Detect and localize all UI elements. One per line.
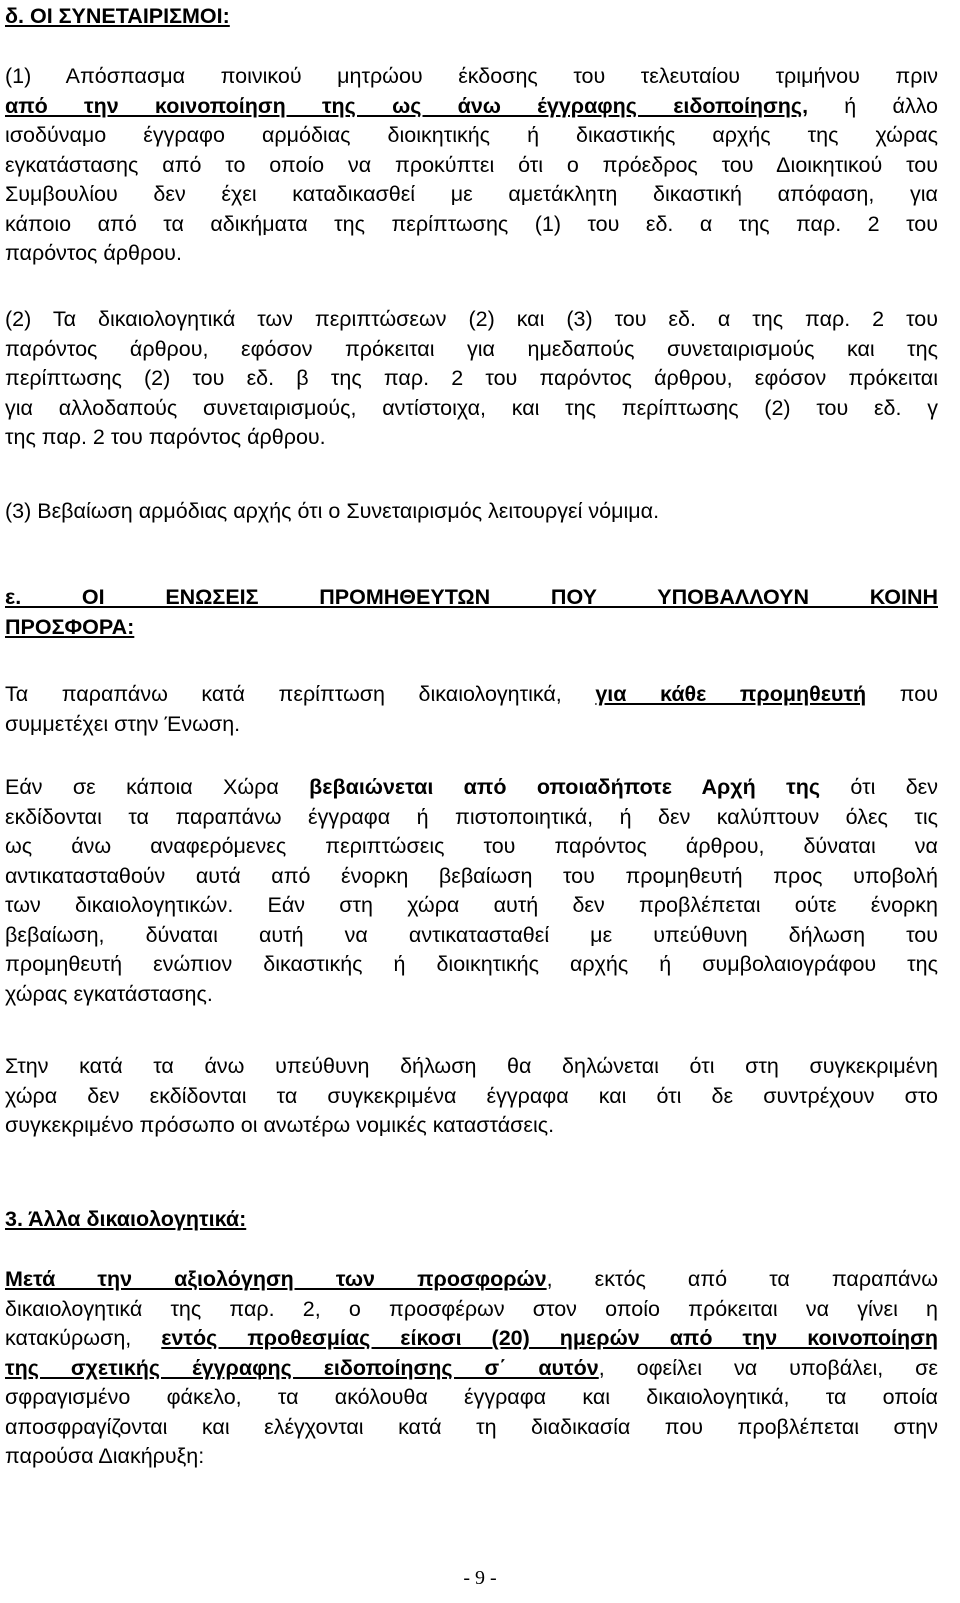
text-segment: βεβαίωση, δύναται αυτή να αντικατασταθεί με υπεύθυνη δήλωση του (5, 922, 938, 947)
text-line (5, 364, 938, 394)
text-segment: Τα παραπάνω κατά περίπτωση δικαιολογητικά, (5, 682, 596, 706)
text-segment: για αλλοδαπούς συνεταιρισμούς, αντίστοιχα, και της περίπτωσης (2) του εδ. γ (5, 395, 938, 420)
text-line (5, 335, 938, 365)
text-segment: εκδίδονται τα παραπάνω έγγραφα ή πιστοποιητικά, ή δεν καλύπτουν όλες τις (5, 804, 938, 829)
text-line (5, 680, 938, 710)
text-segment: κάποιο από τα αδικήματα της περίπτωσης (1) του εδ. α της παρ. 2 του (5, 211, 938, 236)
underlined-text: από την κοινοποίηση της ως άνω έγγραφης ειδοποίησης, (5, 93, 809, 118)
text-segment: ισοδύναμο έγγραφο αρμόδιας διοικητικής ή δικαστικής αρχής της χώρας (5, 123, 938, 147)
text-line (5, 613, 938, 643)
text-segment: Εάν σε κάποια Χώρα (5, 775, 310, 799)
section-heading (5, 1205, 938, 1235)
text-segment: παρόντος άρθρου, εφόσον πρόκειται για ημεδαπούς συνεταιρισμούς και της (5, 336, 938, 361)
text-segment: ή άλλο (808, 93, 939, 118)
text-line (5, 1383, 938, 1413)
paragraph (5, 1052, 938, 1141)
text-segment: παρούσα Διακήρυξη: (5, 1444, 205, 1468)
text-line (5, 180, 938, 210)
text-line (5, 210, 938, 240)
text-segment: αποσφραγίζονται και ελέγχονται κατά τη διαδικασία που προβλέπεται στην (5, 1414, 938, 1439)
text-line (5, 921, 938, 951)
underlined-text: για κάθε προμηθευτή (595, 682, 867, 706)
text-line (5, 950, 938, 980)
text-line (5, 1052, 938, 1082)
text-segment: κατακύρωση, (5, 1326, 162, 1350)
text-segment: ότι δεν (820, 775, 938, 799)
text-line (5, 121, 938, 151)
text-segment: συγκεκριμένο πρόσωπο οι ανωτέρω νομικές καταστάσεις. (5, 1113, 555, 1137)
underlined-text: εντός προθεσμίας είκοσι (20) ημερών από την κοινοποίηση (161, 1326, 939, 1350)
text-segment: αντικατασταθούν αυτά από ένορκη βεβαίωση του προμηθευτή προς υποβολή (5, 863, 938, 888)
bold-text: βεβαιώνεται από οποιαδήποτε Αρχή της (309, 775, 821, 799)
text-segment: (2) Τα δικαιολογητικά των περιπτώσεων (2) και (3) του εδ. α της παρ. 2 του (5, 307, 938, 331)
text-segment: σφραγισμένο φάκελο, τα ακόλουθα έγγραφα και δικαιολογητικά, τα οποία (5, 1385, 938, 1409)
text-line (5, 62, 938, 92)
section-heading (5, 583, 938, 642)
text-line (5, 239, 938, 269)
text-line (5, 497, 938, 527)
text-line (5, 423, 938, 453)
paragraph (5, 62, 938, 269)
text-segment: Στην κατά τα άνω υπεύθυνη δήλωση θα δηλώνεται ότι στη συγκεκριμένη (5, 1054, 938, 1078)
text-line (5, 1413, 938, 1443)
text-line (5, 1354, 938, 1384)
text-line (5, 1205, 938, 1235)
text-segment: (3) Βεβαίωση αρμόδιας αρχής ότι ο Συνεταιρισμός λειτουργεί νόμιμα. (5, 499, 660, 523)
text-segment: χώρα δεν εκδίδονται τα συγκεκριμένα έγγραφα και ότι δε συντρέχουν στο (5, 1083, 938, 1108)
text-segment: ως άνω αναφερόμενες περιπτώσεις του παρόντος άρθρου, δύναται να (5, 834, 938, 858)
text-segment: , εκτός από τα παραπάνω (546, 1267, 938, 1291)
text-line (5, 710, 938, 740)
text-segment: , οφείλει να υποβάλει, σε (598, 1355, 939, 1380)
underlined-text: ΠΡΟΣΦΟΡΑ: (5, 614, 135, 639)
text-segment: Συμβουλίου δεν έχει καταδικασθεί με αμετάκλητη δικαστική απόφαση, για (5, 182, 938, 206)
text-segment: της παρ. 2 του παρόντος άρθρου. (5, 425, 326, 449)
text-line (5, 305, 938, 335)
text-line (5, 773, 938, 803)
text-segment: παρόντος άρθρου. (5, 241, 182, 265)
paragraph (5, 773, 938, 1009)
underlined-text: 3. Άλλα δικαιολογητικά: (5, 1207, 247, 1231)
text-segment: των δικαιολογητικών. Εάν στη χώρα αυτή δεν προβλέπεται ούτε ένορκη (5, 893, 938, 917)
text-line (5, 1265, 938, 1295)
underlined-text: ε. ΟΙ ΕΝΩΣΕΙΣ ΠΡΟΜΗΘΕΥΤΩΝ ΠΟΥ ΥΠΟΒΑΛΛΟΥΝ ΚΟΙΝΗ (5, 585, 938, 609)
text-line (5, 583, 938, 613)
text-segment: δικαιολογητικά της παρ. 2, ο προσφέρων στον οποίο πρόκειται να γίνει η (5, 1296, 938, 1321)
text-line (5, 980, 938, 1010)
text-segment: που (866, 682, 938, 706)
text-line (5, 1111, 938, 1141)
text-line (5, 1295, 938, 1325)
text-line (5, 1324, 938, 1354)
underlined-text: Μετά την αξιολόγηση των προσφορών (5, 1267, 547, 1291)
text-line (5, 862, 938, 892)
text-line (5, 803, 938, 833)
text-line (5, 832, 938, 862)
text-segment: (1) Απόσπασμα ποινικού μητρώου έκδοσης του τελευταίου τριμήνου πριν (5, 64, 938, 88)
underlined-text: της σχετικής έγγραφης ειδοποίησης σ΄ αυτόν (5, 1355, 599, 1380)
paragraph (5, 1265, 938, 1472)
text-line (5, 151, 938, 181)
text-segment: εγκατάστασης από το οποίο να προκύπτει ότι ο πρόεδρος του Διοικητικού του (5, 152, 938, 177)
text-line (5, 1442, 938, 1472)
text-line (5, 394, 938, 424)
underlined-text: δ. ΟΙ ΣΥΝΕΤΑΙΡΙΣΜΟΙ: (5, 4, 230, 28)
paragraph (5, 680, 938, 739)
page-number: - 9 - (463, 1567, 497, 1589)
text-line (5, 2, 938, 32)
text-line (5, 891, 938, 921)
text-segment: προμηθευτή ενώπιον δικαστικής ή διοικητικής αρχής ή συμβολαιογράφου της (5, 952, 938, 976)
paragraph (5, 305, 938, 453)
text-segment: συμμετέχει στην Ένωση. (5, 711, 241, 736)
text-line (5, 1082, 938, 1112)
text-line (5, 92, 938, 122)
section-heading (5, 2, 938, 32)
text-segment: περίπτωσης (2) του εδ. β της παρ. 2 του παρόντος άρθρου, εφόσον πρόκειται (5, 366, 938, 390)
text-segment: χώρας εγκατάστασης. (5, 981, 213, 1006)
paragraph (5, 497, 938, 527)
